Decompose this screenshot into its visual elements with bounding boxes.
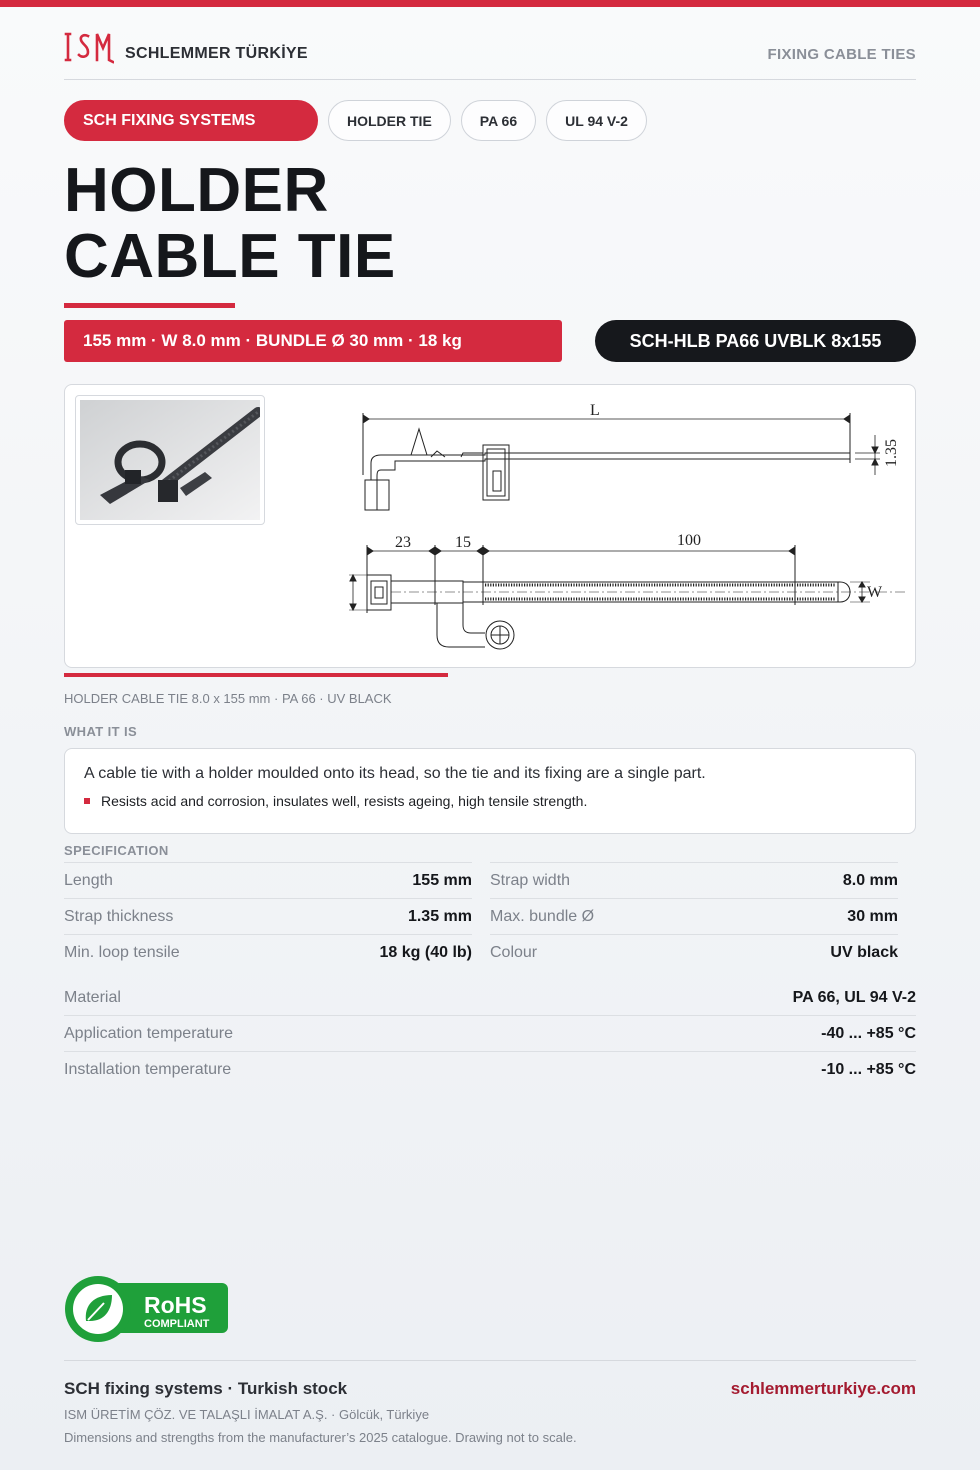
brand-name: SCHLEMMER TÜRKİYE [125, 45, 308, 62]
page-footer [64, 1360, 916, 1445]
spec-summary-bar: 155 mm · W 8.0 mm · BUNDLE Ø 30 mm · 18 kg [64, 320, 562, 362]
spec-value: -10 ... +85 °C [821, 1061, 916, 1078]
spec-value: -40 ... +85 °C [821, 1024, 916, 1042]
spec-key: Max. bundle Ø [490, 907, 595, 925]
dim-label-l: L [590, 402, 600, 419]
dim-label-15: 15 [455, 534, 471, 551]
bullet-square-icon [84, 798, 90, 804]
specification-label: SPECIFICATION [64, 843, 169, 858]
spec-value: 18 kg (40 lb) [379, 943, 472, 961]
spec-cell-strap-thickness [64, 898, 472, 934]
image-caption: HOLDER CABLE TIE 8.0 x 155 mm · PA 66 · UV BLACK [64, 691, 392, 706]
spec-key: Length [64, 871, 113, 889]
spec-key: Installation temperature [64, 1061, 232, 1078]
spec-value: 1.35 mm [407, 907, 472, 925]
footer-company: ISM ÜRETİM ÇÖZ. VE TALAŞLI İMALAT A.Ş. · Gölcük, Türkiye [64, 1407, 430, 1422]
cable-tie-photo [80, 400, 260, 520]
spec-value: UV black [830, 943, 898, 961]
spec-row [64, 898, 899, 934]
description-text: A cable tie with a holder moulded onto its head, so the tie and its fixing are a single part. [84, 765, 706, 782]
feature-bullet-text: Resists acid and corrosion, insulates well, resists ageing, high tensile strength. [101, 793, 588, 809]
footer-note: Dimensions and strengths from the manufacturer’s 2025 catalogue. Drawing not to scale. [64, 1430, 577, 1445]
rohs-compliant-badge [64, 1275, 230, 1343]
tag-ul94[interactable]: UL 94 V-2 [546, 100, 647, 141]
technical-drawing [345, 395, 905, 660]
tag-list [64, 100, 647, 141]
top-accent-bar [0, 0, 980, 7]
title-line-1: HOLDER [64, 156, 329, 225]
spec-row-material [64, 980, 916, 1016]
tag-sch-fixing-systems[interactable]: SCH FIXING SYSTEMS [64, 100, 318, 141]
spec-row [64, 862, 899, 898]
footer-title: SCH fixing systems · Turkish stock [64, 1379, 348, 1398]
spec-key: Colour [490, 943, 538, 961]
title-underline [64, 303, 235, 308]
spec-value: 155 mm [412, 871, 472, 889]
product-image-card [64, 384, 916, 668]
dim-label-thickness: 1.35 [883, 439, 900, 467]
spec-key: Strap width [490, 871, 571, 889]
spec-cell-loop-tensile [64, 934, 472, 970]
page-title [64, 158, 396, 290]
spec-value: 30 mm [847, 907, 898, 925]
spec-row-application-temp [64, 1016, 916, 1052]
tag-holder-tie[interactable]: HOLDER TIE [328, 100, 451, 141]
page-header [64, 28, 916, 80]
spec-key: Min. loop tensile [64, 943, 180, 961]
tag-pa66[interactable]: PA 66 [461, 100, 536, 141]
title-line-2: CABLE TIE [64, 222, 396, 291]
spec-key: Application temperature [64, 1024, 233, 1042]
caption-accent-line [64, 673, 448, 677]
spec-row [64, 934, 899, 970]
footer-website-link[interactable]: schlemmerturkiye.com [730, 1379, 916, 1398]
spec-table [64, 862, 899, 970]
description-card [64, 748, 916, 834]
dim-label-100: 100 [677, 532, 701, 549]
ism-logo [64, 30, 114, 66]
spec-cell-colour [490, 934, 898, 970]
spec-value: 8.0 mm [842, 871, 898, 889]
spec-cell-length [64, 862, 472, 898]
feature-bullet [84, 793, 896, 809]
rohs-subtitle: COMPLIANT [144, 1318, 210, 1330]
spec-row-installation-temp [64, 1052, 916, 1088]
product-photo [75, 395, 265, 525]
what-it-is-label: WHAT IT IS [64, 724, 138, 739]
spec-key: Material [64, 988, 121, 1006]
section-label: FIXING CABLE TIES [767, 46, 916, 63]
product-code-badge: SCH-HLB PA66 UVBLK 8x155 [595, 320, 916, 362]
spec-key: Strap thickness [64, 907, 174, 925]
spec-cell-max-bundle [490, 898, 898, 934]
dim-label-w: W [867, 584, 883, 601]
spec-value: PA 66, UL 94 V-2 [792, 988, 916, 1006]
dim-label-23: 23 [395, 534, 411, 551]
rohs-title: RoHS [144, 1292, 207, 1318]
spec-wide-list [64, 980, 916, 1088]
spec-cell-strap-width [490, 862, 898, 898]
